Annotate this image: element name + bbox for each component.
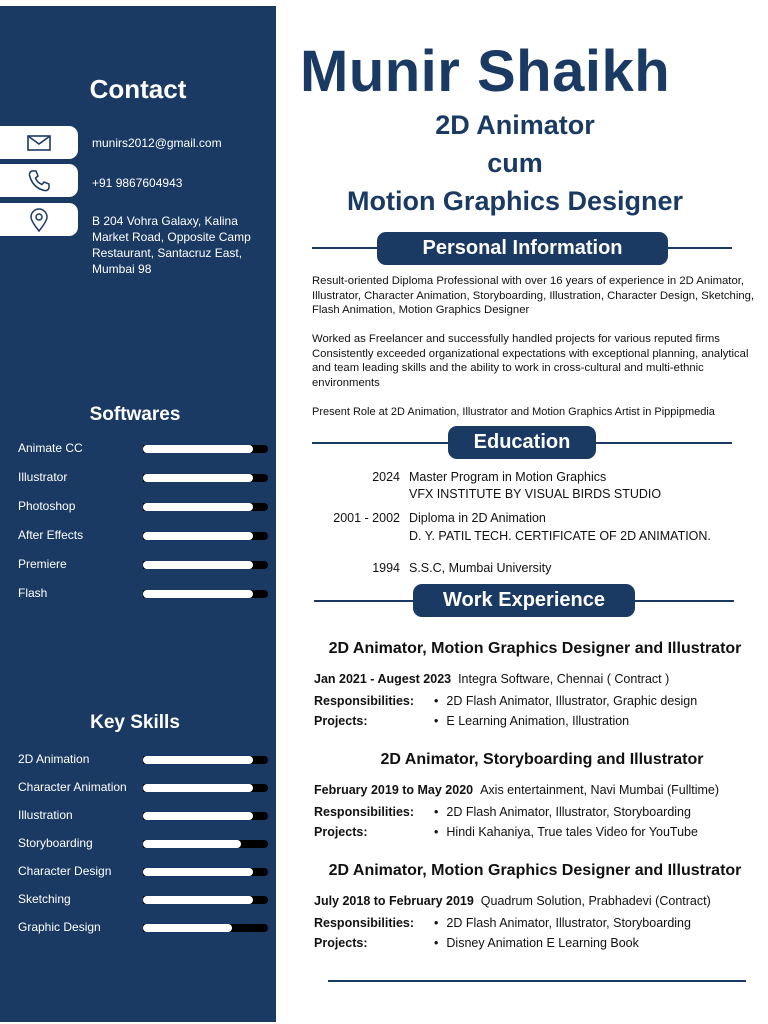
skill-label: Character Animation [18,780,127,794]
job-responsibilities: • 2D Flash Animator, Illustrator, Storyboarding [434,805,691,819]
software-bar-fill [143,561,253,569]
education-year: 1994 [372,561,400,575]
job-title: 2D Animator, Motion Graphics Designer and Illustrator [328,862,742,879]
education-degree: Master Program in Motion Graphics [409,470,607,484]
responsibilities-label: Responsibilities: [314,916,415,930]
skill-bar [143,840,268,848]
software-label: Illustrator [18,470,68,484]
job-projects: • Disney Animation E Learning Book [434,936,639,950]
projects-label: Projects: [314,825,368,839]
software-bar-fill [143,590,253,598]
job-responsibilities: • 2D Flash Animator, Illustrator, Storyboarding [434,916,691,930]
software-row [18,500,268,514]
skill-label: Sketching [18,892,71,906]
footer-divider [328,980,746,982]
job-projects: • Hindi Kahaniya, True tales Video for YouTube [434,825,698,839]
phone-icon [26,168,52,194]
projects-label: Projects: [314,936,368,950]
software-bar [143,503,268,511]
software-row [18,442,268,456]
skill-row [18,837,268,851]
education-institute: VFX INSTITUTE BY VISUAL BIRDS STUDIO [409,487,662,501]
software-row [18,471,268,485]
personal-paragraph-3: Present Role at 2D Animation, Illustrator and Motion Graphics Artist in Pippipmedia [312,406,715,418]
job-period-company [314,783,719,797]
software-bar-fill [143,503,253,511]
skill-bar [143,812,268,820]
software-row [18,558,268,572]
education-degree: Diploma in 2D Animation [409,511,546,525]
job-title-line-3: Motion Graphics Designer [346,186,684,216]
phone-pill [0,164,78,197]
skill-bar [143,784,268,792]
software-row [18,587,268,601]
skill-bar-fill [143,924,232,932]
skill-bar [143,924,268,932]
job-title-line-1: 2D Animator [435,110,595,140]
software-bar-fill [143,532,253,540]
skill-row [18,753,268,767]
skill-row [18,809,268,823]
skill-bar-fill [143,896,253,904]
education-year: 2024 [372,470,400,484]
software-label: Animate CC [18,441,83,455]
software-bar [143,474,268,482]
skill-bar [143,756,268,764]
responsibilities-label: Responsibilities: [314,694,415,708]
email-pill [0,126,78,159]
skill-row [18,921,268,935]
job-company: Axis entertainment, Navi Mumbai (Fulltime) [480,783,720,797]
job-title: 2D Animator, Motion Graphics Designer and Illustrator [328,640,742,657]
key-skills-heading: Key Skills [90,712,180,733]
skill-label: Character Design [18,864,112,878]
skill-label: Storyboarding [18,836,93,850]
job-period: Jan 2021 - Augest 2023 [314,672,452,686]
sidebar [0,6,276,1022]
personal-paragraph-1: Result-oriented Diploma Professional with over 16 years of experience in 2D Animator, Illustrator, Character Animation, Storyboarding, Illustration, Character Design, Sketching, Flash Animation, Motion Graphics Designer [312,275,755,316]
job-title: 2D Animator, Storyboarding and Illustrator [380,751,704,768]
projects-label: Projects: [314,714,368,728]
skill-bar-fill [143,840,241,848]
software-bar [143,590,268,598]
skill-row [18,781,268,795]
skill-row [18,865,268,879]
candidate-name: Munir Shaikh [300,39,671,104]
job-period: July 2018 to February 2019 [314,894,474,908]
skill-bar-fill [143,756,253,764]
software-bar-fill [143,474,253,482]
software-label: After Effects [18,528,84,542]
software-label: Premiere [18,557,67,571]
software-bar [143,561,268,569]
location-pin-icon [26,207,52,233]
software-label: Photoshop [18,499,76,513]
job-period-company [314,894,711,908]
address-pill [0,203,78,236]
software-row [18,529,268,543]
responsibilities-label: Responsibilities: [314,805,415,819]
personal-info-heading: Personal Information [377,232,668,265]
skill-bar-fill [143,784,253,792]
skill-label: 2D Animation [18,752,90,766]
job-period: February 2019 to May 2020 [314,783,474,797]
software-bar [143,445,268,453]
skill-bar [143,868,268,876]
job-company: Integra Software, Chennai ( Contract ) [458,672,670,686]
email-text[interactable]: munirs2012@gmail.com [92,136,222,150]
education-year: 2001 - 2002 [333,511,400,525]
skill-bar [143,896,268,904]
skill-label: Graphic Design [18,920,101,934]
skill-label: Illustration [18,808,73,822]
job-title-line-2: cum [487,148,543,178]
skill-bar-fill [143,812,253,820]
address-text: B 204 Vohra Galaxy, Kalina Market Road, Opposite Camp Restaurant, Santacruz East, Mumbai 98 [92,214,251,276]
contact-heading: Contact [89,74,187,104]
job-projects: • E Learning Animation, Illustration [434,714,629,728]
personal-paragraph-2: Worked as Freelancer and successfully handled projects for various reputed firms Consistently exceeded organizational expectations with exceptional planning, analytical and team leading skills and the ability to work in cross-cultural and multi-ethnic environments [312,333,749,389]
education-institute: D. Y. PATIL TECH. CERTIFICATE OF 2D ANIMATION. [409,529,711,543]
skill-row [18,893,268,907]
software-bar-fill [143,445,253,453]
software-bar [143,532,268,540]
skill-bar-fill [143,868,253,876]
job-responsibilities: • 2D Flash Animator, Illustrator, Graphic design [434,694,697,708]
software-label: Flash [18,586,48,600]
softwares-heading: Softwares [89,404,181,425]
education-degree: S.S.C, Mumbai University [409,561,552,575]
job-period-company [314,672,669,686]
education-heading: Education [448,426,596,459]
phone-text[interactable]: +91 9867604943 [92,176,183,190]
work-experience-heading: Work Experience [413,584,635,617]
job-company: Quadrum Solution, Prabhadevi (Contract) [480,894,711,908]
envelope-icon [26,130,52,156]
